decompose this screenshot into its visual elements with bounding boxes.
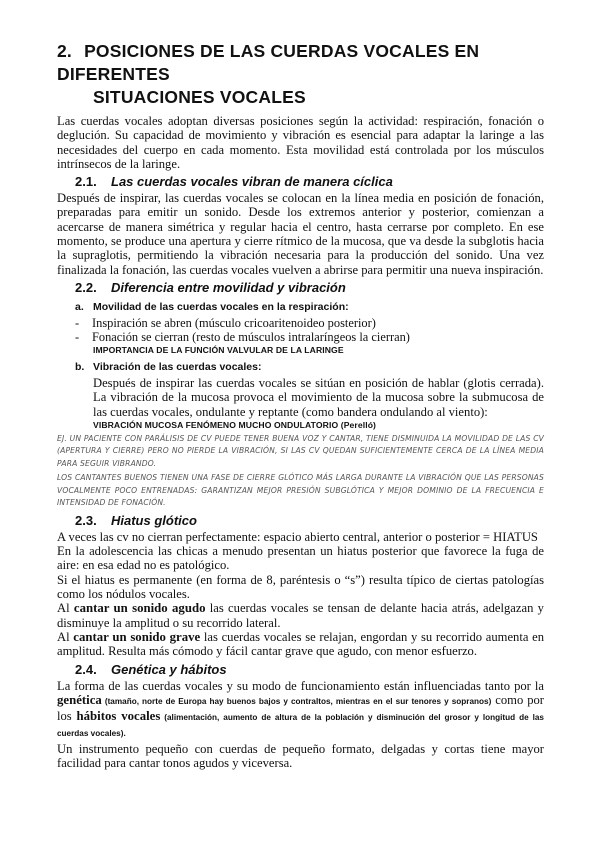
paragraph: Si el hiatus es permanente (en forma de 8, paréntesis o “s”) resulta típico de ciertas patologías como los nódulos vocales. (57, 572, 544, 602)
subsection-number: 2.1. (75, 174, 97, 190)
intro-paragraph: Las cuerdas vocales adoptan diversas posiciones según la actividad: respiración, fonación o deglución. Su capacidad de movimiento y vibración es esencial para adaptar la laringe a las necesidades del cuerpo en cada momento. Esta movilidad está controlada por los músculos intrínsecos de la laringe. (57, 114, 544, 171)
section-title (57, 40, 544, 109)
item-letter: b. (75, 360, 85, 373)
subsection-heading-2-2 (75, 279, 544, 296)
text: La forma de las cuerdas vocales y su modo de funcionamiento están influenciadas tanto por la (57, 678, 544, 693)
text: Al (57, 629, 74, 644)
list-item-text: Inspiración se abren (músculo cricoaritenoideo posterior) (92, 315, 376, 330)
subsection-number: 2.4. (75, 661, 97, 677)
bold-text: hábitos vocales (76, 709, 161, 724)
subsection-heading-2-1 (75, 173, 544, 190)
note-caps: IMPORTANCIA DE LA FUNCIÓN VALVULAR DE LA LARINGE (93, 344, 344, 355)
small-bold-text: (tamaño, norte de Europa hay buenos bajos y contraltos, mientras en el sur tenores y sopranos) (101, 696, 492, 706)
section-title-line2: SITUACIONES VOCALES (93, 87, 306, 107)
list-item: - Fonación se cierran (resto de músculos intralaríngeos la cierran) (75, 329, 410, 344)
subsection-heading-2-4 (75, 661, 544, 678)
section-number: 2. (57, 41, 72, 61)
paragraph (57, 679, 544, 742)
handwritten-note: EJ. UN PACIENTE CON PARÁLISIS DE CV PUEDE TENER BUENA VOZ Y CANTAR, TIENE DISMINUIDA LA MOVILIDAD DE LAS CV (APERTURA Y CIERRE) PERO NO PIERDE LA VIBRACIÓN, SI LAS CV QUEDAN SUFICIENTEMENTE CERCA DE LA LÍNEA MEDIA PARA SEGUIR VIBRANDO. (57, 433, 544, 468)
text: las cuerdas vocales se tensan de delante hacia atrás, adelgazan y disminuye la amplitud o su recorrido lateral. (57, 601, 544, 630)
list-item-text: Fonación se cierran (resto de músculos intralaríngeos la cierran) (92, 329, 410, 344)
subsection-title: Genética y hábitos (111, 661, 227, 677)
text: como por los (57, 692, 544, 724)
subsection-number: 2.2. (75, 279, 97, 295)
section-title-line1: POSICIONES DE LAS CUERDAS VOCALES EN DIFERENTES (57, 41, 480, 84)
paragraph (57, 601, 544, 630)
note-caps: VIBRACIÓN MUCOSA FENÓMENO MUCHO ONDULATORIO (Perelló) (93, 419, 377, 430)
text: las cuerdas vocales se relajan, engordan y su recorrido aumenta en amplitud. Resulta más cómodo y fácil cantar grave que agudo, con menor esfuerzo. (57, 629, 544, 659)
paragraph-2-2-b: Después de inspirar las cuerdas vocales se sitúan en posición de hablar (glotis cerrada). La vibración de la mucosa provoca el movimiento de la mucosa sobre la submucosa de las cuerdas vocales, ondulante y reptante (como bandera ondulando al viento): (93, 375, 544, 419)
item-letter: a. (75, 300, 84, 313)
paragraph: A veces las cv no cierran perfectamente: espacio abierto central, anterior o posterior = HIATUS (57, 529, 538, 544)
item-heading-b (75, 360, 544, 374)
subsection-title: Diferencia entre movilidad y vibración (111, 279, 346, 295)
bold-text: genética (57, 692, 102, 707)
handwritten-note: LOS CANTANTES BUENOS TIENEN UNA FASE DE CIERRE GLÓTICO MÁS LARGA DURANTE LA VIBRACIÓN QUE LAS PERSONAS VOCALMENTE POCO ENTRENADAS: GARANTIZAN MEJOR PRESIÓN SUBGLÓTICA Y MEJOR DOMINIO DE LA FRECUENCIA E INTENSIDAD DE FONACIÓN. (57, 473, 544, 508)
item-heading-a (75, 300, 544, 314)
text: Al (57, 601, 74, 616)
subsection-number: 2.3. (75, 512, 97, 528)
bullet-list (75, 316, 544, 344)
subsection-heading-2-3 (75, 512, 544, 529)
paragraph (57, 630, 544, 659)
small-bold-text: (alimentación, aumento de altura de la población y disminución del grosor y longitud de las cuerdas vocales). (57, 713, 544, 739)
list-item: - Inspiración se abren (músculo cricoaritenoideo posterior) (75, 315, 376, 330)
item-title: Movilidad de las cuerdas vocales en la respiración: (93, 300, 349, 313)
bold-text: cantar un sonido agudo (73, 601, 206, 616)
paragraph: En la adolescencia las chicas a menudo presentan un hiatus posterior que favorece la fuga de aire: en esa edad no es patológico. (57, 544, 544, 573)
paragraph: Un instrumento pequeño con cuerdas de pequeño formato, delgadas y cortas tiene mayor facilidad para cantar tonos agudos y viceversa. (57, 741, 544, 771)
item-title: Vibración de las cuerdas vocales: (93, 360, 262, 373)
subsection-title: Las cuerdas vocales vibran de manera cíclica (111, 174, 393, 190)
subsection-title: Hiatus glótico (111, 512, 197, 528)
bold-text: cantar un sonido grave (73, 629, 201, 644)
paragraph-2-1: Después de inspirar, las cuerdas vocales se colocan en la línea media en posición de fonación, preparadas para emitir un sonido. Desde los extremos anterior y posterior, comienzan a acercarse de manera simétrica y regular hacia el centro, hasta cerrarse por completo. En ese momento, se produce una apertura y cierre rítmico de la mucosa, que va desde la subglotis hacia la supraglotis, permitiendo la vibración necesaria para la producción del sonido. Una vez finalizada la fonación, las cuerdas vocales vuelven a abrirse para permitir una nueva inspiración. (57, 191, 544, 277)
